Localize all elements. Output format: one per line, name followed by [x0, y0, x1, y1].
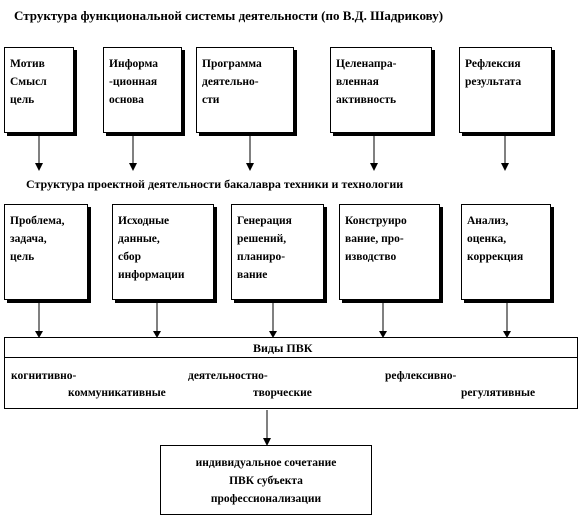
- functional-system-heading: Структура функциональной системы деятельности (по В.Д. Шадрикову): [14, 8, 444, 23]
- result-box-label: индивидуальное сочетание ПВК субъекта профессионализации: [195, 457, 337, 505]
- arrowhead-2-top: [129, 163, 137, 171]
- top-box-activity-label: Целенапра- вленная активность: [336, 58, 397, 106]
- arrowhead-3-top: [246, 163, 254, 171]
- arrowhead-pvk-result: [263, 438, 271, 446]
- arrowhead-4-top: [370, 163, 378, 171]
- pvk-activity: деятельностно-: [188, 370, 268, 382]
- middle-box-generation-label: Генерация решений, планиро- вание: [237, 215, 292, 281]
- pvk-creative: творческие: [253, 387, 312, 399]
- middle-box-source-data-label: Исходные данные, сбор информации: [118, 215, 185, 281]
- middle-box-problem-label: Проблема, задача, цель: [10, 215, 65, 263]
- top-box-motive-label: Мотив Смысл цель: [10, 58, 47, 106]
- top-box-information-label: Информа -ционная основа: [109, 58, 159, 106]
- arrowhead-4-mid: [379, 331, 387, 338]
- top-box-reflection-label: Рефлексия результата: [465, 58, 522, 88]
- pvk-title: Виды ПВК: [253, 341, 313, 355]
- top-box-program-label: Программа деятельно- сти: [202, 58, 262, 106]
- pvk-regulatory: регулятивные: [461, 387, 536, 399]
- arrowhead-3-mid: [269, 331, 277, 338]
- middle-box-construction-label: Конструиро вание, про- изводство: [345, 215, 407, 263]
- pvk-reflexive: рефлексивно-: [385, 370, 457, 382]
- pvk-cognitive: когнитивно-: [11, 370, 77, 382]
- pvk-communicative: коммуникативные: [68, 387, 166, 399]
- project-activity-heading: Структура проектной деятельности бакалавра техники и технологии: [26, 177, 404, 191]
- arrowhead-1-top: [35, 163, 43, 171]
- arrowhead-5-mid: [503, 331, 511, 338]
- arrowhead-5-top: [501, 163, 509, 171]
- arrowhead-2-mid: [153, 331, 161, 338]
- middle-box-analysis-label: Анализ, оценка, коррекция: [467, 215, 524, 263]
- arrowhead-1-mid: [35, 331, 43, 338]
